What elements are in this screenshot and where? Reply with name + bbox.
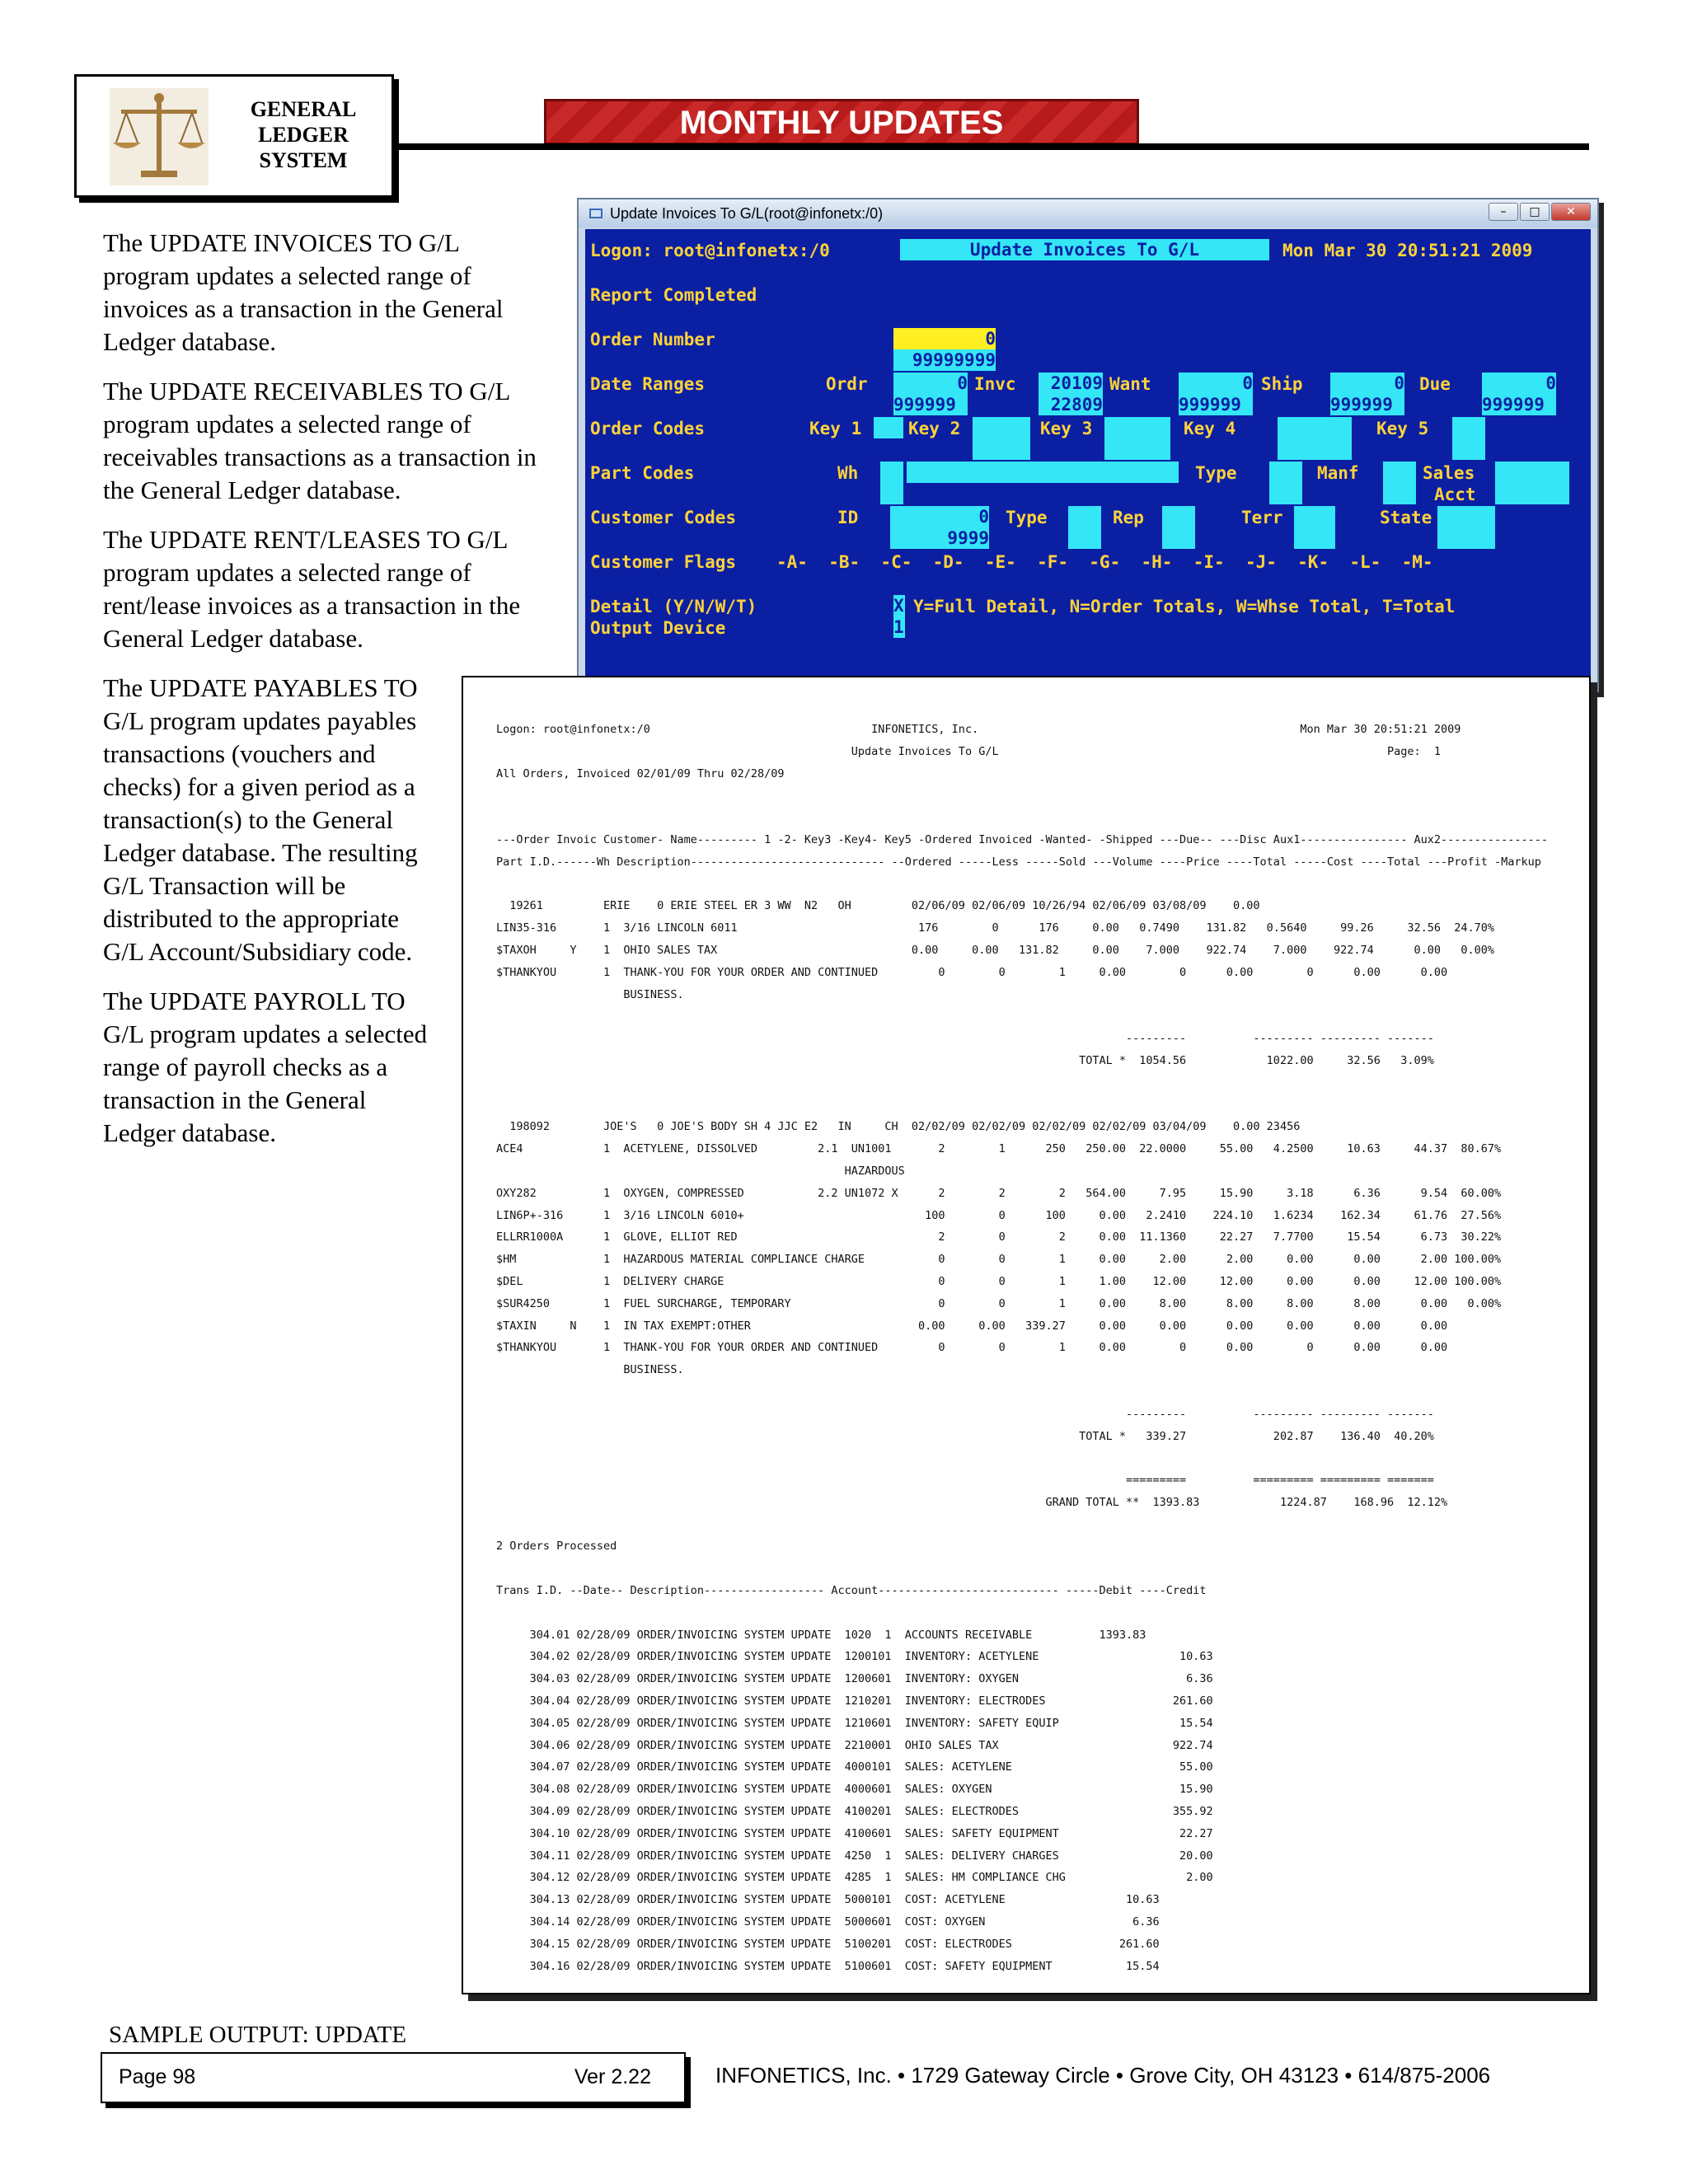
output-device-field[interactable]: 1 <box>893 617 904 637</box>
minimize-icon[interactable]: – <box>1489 203 1518 221</box>
report-line <box>496 1005 1548 1028</box>
logo-line: GENERAL <box>250 97 357 121</box>
terr-label: Terr <box>1241 508 1283 527</box>
report-line: 304.05 02/28/09 ORDER/INVOICING SYSTEM UPDATE 1210601 INVENTORY: SAFETY EQUIP 15.54 <box>496 1716 1213 1730</box>
report-line: 304.06 02/28/09 ORDER/INVOICING SYSTEM UPDATE 2210001 OHIO SALES TAX 922.74 <box>496 1738 1213 1752</box>
invc-label: Invc <box>974 374 1016 394</box>
rep-field[interactable] <box>1162 506 1195 549</box>
key5-field[interactable] <box>1452 417 1485 460</box>
part-codes-label: Part Codes <box>590 463 695 483</box>
report-line: $DEL 1 DELIVERY CHARGE 0 0 1 1.00 12.00 12.00 0.00 0.00 12.00 100.00% <box>496 1274 1502 1288</box>
report-line: ACE4 1 ACETYLENE, DISSOLVED 2.1 UN1001 2 1 250 250.00 22.0000 55.00 4.2500 10.63 44.37 80.67% <box>496 1142 1502 1156</box>
customer-id-label: ID <box>837 508 859 527</box>
paragraph-update-invoices: The UPDATE INVOICES TO G/L program updates a selected range of invoices as a transaction in the General Ledger database. <box>103 228 504 356</box>
report-line: 304.10 02/28/09 ORDER/INVOICING SYSTEM UPDATE 4100601 SALES: SAFETY EQUIPMENT 22.27 <box>496 1826 1213 1840</box>
report-line <box>496 874 1548 896</box>
window-controls <box>1489 203 1591 221</box>
ship-from[interactable]: 0 <box>1330 373 1404 394</box>
state-label: State <box>1380 508 1432 527</box>
report-line: 198092 JOE'S 0 JOE'S BODY SH 4 JJC E2 IN CH 02/02/09 02/02/09 02/02/09 02/02/09 03/04/09 0.00 23456 <box>496 1120 1301 1134</box>
terr-field[interactable] <box>1294 506 1335 549</box>
part-type-field[interactable] <box>1269 462 1302 504</box>
report-line <box>496 1381 1548 1404</box>
customer-codes-label: Customer Codes <box>590 508 737 527</box>
customer-flags-letters: -A- -B- -C- -D- -E- -F- -G- -H- -I- -J- -K- -L- -M- <box>776 552 1433 572</box>
logo-box <box>74 74 394 198</box>
customer-id-from[interactable]: 0 <box>890 506 989 527</box>
logo-line: LEDGER <box>258 123 349 147</box>
version-label: Ver 2.22 <box>574 2065 651 2088</box>
report-line: $HM 1 HAZARDOUS MATERIAL COMPLIANCE CHARGE 0 0 1 0.00 2.00 2.00 0.00 0.00 2.00 100.00% <box>496 1253 1502 1267</box>
paragraph-update-receivables: The UPDATE RECEIVABLES TO G/L program updates a selected range of receivables transactions as a transaction in the General Ledger database. <box>103 377 537 504</box>
report-line <box>496 785 1548 807</box>
datetime: Mon Mar 30 20:51:21 2009 <box>1282 241 1533 260</box>
key2-field[interactable] <box>973 417 1030 460</box>
due-label: Due <box>1419 374 1451 394</box>
part-type-label: Type <box>1195 463 1237 483</box>
invc-from[interactable]: 20109 <box>1039 373 1103 394</box>
detail-field[interactable]: X <box>893 596 904 616</box>
key1-label: Key 1 <box>809 419 862 438</box>
report-printout <box>462 676 1591 1994</box>
report-line: BUSINESS. <box>496 1363 684 1377</box>
report-line: TOTAL * 339.27 202.87 136.40 40.20% <box>496 1429 1434 1443</box>
report-line: Part I.D.------Wh Description----------------------------- --Ordered -----Less -----Sold ---Volume ----Price ----Total -----Cost ----Total ---Profit -Markup <box>496 855 1541 869</box>
ordr-from[interactable]: 0 <box>893 373 968 394</box>
logo-text <box>225 96 382 173</box>
report-line: $THANKYOU 1 THANK-YOU FOR YOUR ORDER AND CONTINUED 0 0 1 0.00 0 0.00 0 0.00 0.00 <box>496 965 1448 979</box>
report-line: $SUR4250 1 FUEL SURCHARGE, TEMPORARY 0 0 1 0.00 8.00 8.00 8.00 8.00 0.00 0.00% <box>496 1296 1502 1310</box>
report-line: 304.09 02/28/09 ORDER/INVOICING SYSTEM UPDATE 4100201 SALES: ELECTRODES 355.92 <box>496 1805 1213 1819</box>
report-line: ELLRR1000A 1 GLOVE, ELLIOT RED 2 0 2 0.00 11.1360 22.27 7.7700 15.54 6.73 30.22% <box>496 1230 1502 1244</box>
part-id-field[interactable] <box>907 462 1179 504</box>
customer-type-label: Type <box>1006 508 1048 527</box>
key4-label: Key 4 <box>1184 419 1236 438</box>
want-to[interactable]: 999999 <box>1179 394 1253 415</box>
report-line: 304.12 02/28/09 ORDER/INVOICING SYSTEM UPDATE 4285 1 SALES: HM COMPLIANCE CHG 2.00 <box>496 1871 1213 1885</box>
screen-title: Update Invoices To G/L <box>900 239 1269 260</box>
footer-box <box>101 2052 686 2103</box>
report-line: ========= ========= ========= ======= <box>496 1474 1434 1488</box>
report-line: 304.04 02/28/09 ORDER/INVOICING SYSTEM UPDATE 1210201 INVENTORY: ELECTRODES 261.60 <box>496 1694 1213 1708</box>
state-field[interactable] <box>1437 506 1495 549</box>
report-line: OXY282 1 OXYGEN, COMPRESSED 2.2 UN1072 X 2 2 2 564.00 7.95 15.90 3.18 6.36 9.54 60.00% <box>496 1186 1502 1200</box>
due-to[interactable]: 999999 <box>1482 394 1556 415</box>
status-text: Report Completed <box>590 285 757 305</box>
logo-line: SYSTEM <box>259 148 348 172</box>
report-line <box>496 1558 1548 1580</box>
terminal-window <box>577 198 1599 692</box>
report-line: 19261 ERIE 0 ERIE STEEL ER 3 WW N2 OH 02/06/09 02/06/09 10/26/94 02/06/09 03/08/09 0.00 <box>496 899 1260 913</box>
report-line: $THANKYOU 1 THANK-YOU FOR YOUR ORDER AND CONTINUED 0 0 1 0.00 0 0.00 0 0.00 0.00 <box>496 1341 1448 1355</box>
order-codes-label: Order Codes <box>590 419 706 438</box>
paragraph-update-rent-leases: The UPDATE RENT/LEASES TO G/L program updates a selected range of rent/lease invoices as a transaction in the General Ledger database. <box>103 525 521 653</box>
report-line: 304.01 02/28/09 ORDER/INVOICING SYSTEM UPDATE 1020 1 ACCOUNTS RECEIVABLE 1393.83 <box>496 1628 1146 1642</box>
report-line <box>496 1602 1548 1624</box>
report-line <box>496 1447 1548 1469</box>
report-line: Logon: root@infonetx:/0 INFONETICS, Inc. Mon Mar 30 20:51:21 2009 <box>496 723 1461 736</box>
report-line <box>496 807 1548 829</box>
customer-type-field[interactable] <box>1068 506 1101 549</box>
report-line: LIN35-316 1 3/16 LINCOLN 6011 176 0 176 0.00 0.7490 131.82 0.5640 99.26 32.56 24.70% <box>496 921 1495 935</box>
wh-field[interactable] <box>880 462 903 504</box>
report-line: 304.16 02/28/09 ORDER/INVOICING SYSTEM UPDATE 5100601 COST: SAFETY EQUIPMENT 15.54 <box>496 1959 1160 1973</box>
sales-label: Sales <box>1423 463 1475 483</box>
report-line: 304.14 02/28/09 ORDER/INVOICING SYSTEM UPDATE 5000601 COST: OXYGEN 6.36 <box>496 1915 1160 1929</box>
want-label: Want <box>1109 374 1151 394</box>
rep-label: Rep <box>1113 508 1144 527</box>
report-line: HAZARDOUS <box>496 1164 905 1178</box>
acct-label: Acct <box>1434 485 1476 504</box>
header-rule <box>394 143 1589 150</box>
report-line: $TAXIN N 1 IN TAX EXEMPT:OTHER 0.00 0.00 339.27 0.00 0.00 0.00 0.00 0.00 0.00 <box>496 1319 1448 1333</box>
order-number-from[interactable]: 0 <box>893 328 996 349</box>
wh-label: Wh <box>837 463 859 483</box>
report-line: 2 Orders Processed <box>496 1540 617 1554</box>
scales-of-justice-icon <box>110 88 209 185</box>
key3-field[interactable] <box>1104 417 1170 460</box>
key3-label: Key 3 <box>1040 419 1093 438</box>
ship-to[interactable]: 999999 <box>1330 394 1404 415</box>
maximize-icon[interactable]: □ <box>1520 203 1550 221</box>
logon-label: Logon: root@infonetx:/0 <box>590 241 830 260</box>
report-line: 304.03 02/28/09 ORDER/INVOICING SYSTEM UPDATE 1200601 INVENTORY: OXYGEN 6.36 <box>496 1672 1213 1686</box>
output-device-label: Output Device <box>590 618 726 638</box>
report-line: Trans I.D. --Date-- Description------------------ Account--------------------------- -----Debit ----Credit <box>496 1584 1207 1598</box>
date-ranges-label: Date Ranges <box>590 374 706 394</box>
report-line: All Orders, Invoiced 02/01/09 Thru 02/28/09 <box>496 766 785 780</box>
report-line: Update Invoices To G/L Page: 1 <box>496 744 1442 758</box>
report-line: $TAXOH Y 1 OHIO SALES TAX 0.00 0.00 131.82 0.00 7.000 922.74 7.000 922.74 0.00 0.00% <box>496 943 1495 957</box>
report-line: BUSINESS. <box>496 987 684 1001</box>
key4-field[interactable] <box>1278 417 1352 460</box>
report-line: 304.07 02/28/09 ORDER/INVOICING SYSTEM UPDATE 4000101 SALES: ACETYLENE 55.00 <box>496 1760 1213 1774</box>
report-line <box>496 1094 1548 1117</box>
company-address: INFONETICS, Inc. • 1729 Gateway Circle • Grove City, OH 43123 • 614/875-2006 <box>715 2063 1491 2088</box>
page-number: Page 98 <box>119 2065 196 2088</box>
report-line: --------- --------- --------- ------- <box>496 1032 1434 1046</box>
report-line: 304.11 02/28/09 ORDER/INVOICING SYSTEM UPDATE 4250 1 SALES: DELIVERY CHARGES 20.00 <box>496 1849 1213 1863</box>
ship-label: Ship <box>1261 374 1303 394</box>
report-text <box>496 719 1548 1977</box>
window-titlebar[interactable] <box>579 199 1597 227</box>
key2-label: Key 2 <box>908 419 961 438</box>
report-line: --------- --------- --------- ------- <box>496 1407 1434 1421</box>
sales-acct-field[interactable] <box>1495 462 1569 504</box>
close-icon[interactable]: ✕ <box>1551 203 1591 221</box>
report-line: GRAND TOTAL ** 1393.83 1224.87 168.96 12.12% <box>496 1495 1448 1509</box>
detail-help: Y=Full Detail, N=Order Totals, W=Whse Total, T=Total <box>913 597 1456 616</box>
report-line: LIN6P+-316 1 3/16 LINCOLN 6010+ 100 0 100 0.00 2.2410 224.10 1.6234 162.34 61.76 27.56% <box>496 1208 1502 1222</box>
terminal-screen[interactable] <box>585 229 1591 691</box>
order-number-to[interactable]: 99999999 <box>893 349 996 371</box>
detail-label: Detail (Y/N/W/T) <box>590 597 757 616</box>
key1-field[interactable] <box>874 417 903 438</box>
order-number-label: Order Number <box>590 330 715 349</box>
invc-to[interactable]: 22809 <box>1039 394 1103 415</box>
ordr-label: Ordr <box>826 374 868 394</box>
report-line <box>496 1072 1548 1094</box>
report-line: 304.13 02/28/09 ORDER/INVOICING SYSTEM UPDATE 5000101 COST: ACETYLENE 10.63 <box>496 1893 1160 1907</box>
manf-field[interactable] <box>1383 462 1416 504</box>
report-line: 304.15 02/28/09 ORDER/INVOICING SYSTEM UPDATE 5100201 COST: ELECTRODES 261.60 <box>496 1937 1160 1951</box>
section-banner: MONTHLY UPDATES <box>544 99 1139 145</box>
customer-id-to[interactable]: 9999 <box>890 527 989 549</box>
report-line <box>496 1514 1548 1536</box>
want-from[interactable]: 0 <box>1179 373 1253 394</box>
part-id-label: ID <box>923 463 945 483</box>
paragraph-update-payables: The UPDATE PAYABLES TO G/L program updates payables transactions (vouchers and checks) for a given period as a transaction(s) to the General Ledger database. The resulting G/L Transaction will be distributed to the appropriate G/L Account/Subsidiary code. <box>103 673 418 966</box>
report-line: ---Order Invoic Customer- Name--------- 1 -2- Key3 -Key4- Key5 -Ordered Invoiced -Wanted- -Shipped ---Due-- ---Disc Aux1---------------- Aux2---------------- <box>496 832 1549 846</box>
report-line: 304.08 02/28/09 ORDER/INVOICING SYSTEM UPDATE 4000601 SALES: OXYGEN 15.90 <box>496 1783 1213 1797</box>
report-line: TOTAL * 1054.56 1022.00 32.56 3.09% <box>496 1053 1434 1067</box>
customer-flags-label: Customer Flags <box>590 552 737 572</box>
manf-label: Manf <box>1317 463 1359 483</box>
figure-caption: SAMPLE OUTPUT: UPDATE <box>109 2022 407 2048</box>
due-from[interactable]: 0 <box>1482 373 1556 394</box>
key5-label: Key 5 <box>1376 419 1429 438</box>
report-line: 304.02 02/28/09 ORDER/INVOICING SYSTEM UPDATE 1200101 INVENTORY: ACETYLENE 10.63 <box>496 1650 1213 1664</box>
window-title: Update Invoices To G/L(root@infonetx:/0) <box>610 204 884 222</box>
ordr-to[interactable]: 999999 <box>893 394 968 415</box>
terminal-icon <box>588 206 603 221</box>
paragraph-update-payroll: The UPDATE PAYROLL TO G/L program updates a selected range of payroll checks as a transaction in the General Ledger database. <box>103 987 428 1147</box>
